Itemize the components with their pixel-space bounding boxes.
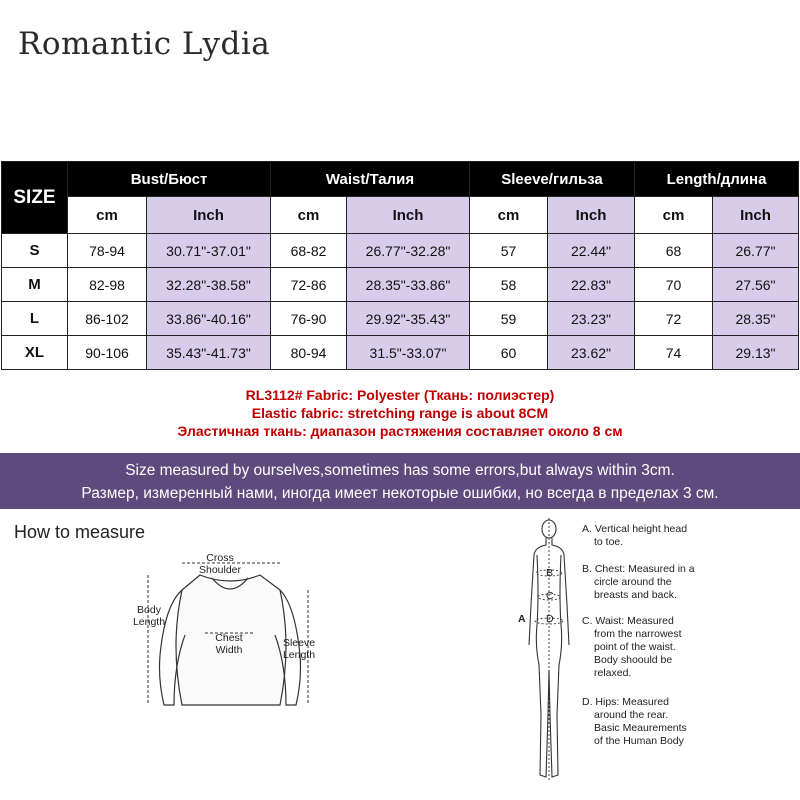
waist-header: Waist/Талия xyxy=(271,162,470,197)
length-header: Length/длина xyxy=(635,162,799,197)
unit-cm: cm xyxy=(68,197,147,234)
sleeve-cm: 57 xyxy=(470,234,548,268)
bust-inch: 33.86"-40.16" xyxy=(147,302,271,336)
length-inch: 27.56" xyxy=(713,268,799,302)
table-row xyxy=(2,336,799,370)
sleeve-header: Sleeve/гильза xyxy=(470,162,635,197)
unit-inch: Inch xyxy=(347,197,470,234)
note-line-en: Size measured by ourselves,sometimes has some errors,but always within 3cm. xyxy=(125,462,675,479)
letter-b: B xyxy=(546,567,554,579)
length-cm: 72 xyxy=(635,302,713,336)
table-row xyxy=(2,268,799,302)
table-row xyxy=(2,302,799,336)
body-figure xyxy=(515,515,575,795)
unit-cm: cm xyxy=(271,197,347,234)
size-header: SIZE xyxy=(2,162,68,234)
brand-logo: Romantic Lydia xyxy=(18,26,271,62)
size-label: XL xyxy=(2,336,68,370)
waist-inch: 31.5"-33.07" xyxy=(347,336,470,370)
letter-d: D xyxy=(546,613,554,625)
length-cm: 68 xyxy=(635,234,713,268)
size-label: S xyxy=(2,234,68,268)
length-cm: 74 xyxy=(635,336,713,370)
bust-cm: 78-94 xyxy=(68,234,147,268)
legend-c: C. Waist: Measured from the narrowest point of the waist. Body shoould be relaxed. xyxy=(582,615,682,679)
bust-inch: 32.28"-38.58" xyxy=(147,268,271,302)
elastic-line-ru: Эластичная ткань: диапазон растяжения составляет около 8 см xyxy=(177,423,623,439)
length-cm: 70 xyxy=(635,268,713,302)
legend-d: D. Hips: Measured around the rear. Basic Meaurements of the Human Body xyxy=(582,696,687,747)
size-chart-table xyxy=(1,161,799,370)
letter-a: A xyxy=(518,613,526,625)
sleeve-length-label: Sleeve Length xyxy=(282,637,316,661)
how-to-measure-title: How to measure xyxy=(14,522,146,542)
legend-b: B. Chest: Measured in a circle around the breasts and back. xyxy=(582,563,695,601)
waist-inch: 29.92"-35.43" xyxy=(347,302,470,336)
bust-cm: 86-102 xyxy=(68,302,147,336)
unit-cm: cm xyxy=(635,197,713,234)
length-inch: 29.13" xyxy=(713,336,799,370)
sleeve-cm: 60 xyxy=(470,336,548,370)
letter-c: C xyxy=(546,590,554,602)
body-length-label: Body Length xyxy=(132,604,166,628)
cross-shoulder-label: Cross Shoulder xyxy=(198,552,242,576)
size-label: M xyxy=(2,268,68,302)
sleeve-inch: 22.44" xyxy=(548,234,635,268)
sleeve-inch: 22.83" xyxy=(548,268,635,302)
legend-a: A. Vertical height head to toe. xyxy=(582,523,688,548)
bust-cm: 90-106 xyxy=(68,336,147,370)
bust-inch: 30.71"-37.01" xyxy=(147,234,271,268)
waist-inch: 28.35"-33.86" xyxy=(347,268,470,302)
fabric-line: RL3112# Fabric: Polyester (Ткань: полиэстер) xyxy=(245,387,555,403)
sleeve-inch: 23.23" xyxy=(548,302,635,336)
fabric-info xyxy=(0,373,800,453)
sleeve-cm: 59 xyxy=(470,302,548,336)
elastic-line: Elastic fabric: stretching range is about 8CM xyxy=(251,405,549,421)
sleeve-inch: 23.62" xyxy=(548,336,635,370)
unit-cm: cm xyxy=(470,197,548,234)
length-inch: 28.35" xyxy=(713,302,799,336)
sleeve-cm: 58 xyxy=(470,268,548,302)
length-inch: 26.77" xyxy=(713,234,799,268)
waist-inch: 26.77"-32.28" xyxy=(347,234,470,268)
unit-inch: Inch xyxy=(713,197,799,234)
waist-cm: 68-82 xyxy=(271,234,347,268)
size-label: L xyxy=(2,302,68,336)
waist-cm: 72-86 xyxy=(271,268,347,302)
bust-header: Bust/Бюст xyxy=(68,162,271,197)
unit-inch: Inch xyxy=(548,197,635,234)
table-row xyxy=(2,234,799,268)
unit-inch: Inch xyxy=(147,197,271,234)
bust-inch: 35.43"-41.73" xyxy=(147,336,271,370)
chest-width-label: Chest Width xyxy=(215,632,243,656)
bust-cm: 82-98 xyxy=(68,268,147,302)
measurement-note-banner xyxy=(0,453,800,509)
waist-cm: 80-94 xyxy=(271,336,347,370)
waist-cm: 76-90 xyxy=(271,302,347,336)
note-line-ru: Размер, измеренный нами, иногда имеет некоторые ошибки, но всегда в пределах 3 см. xyxy=(81,485,719,502)
